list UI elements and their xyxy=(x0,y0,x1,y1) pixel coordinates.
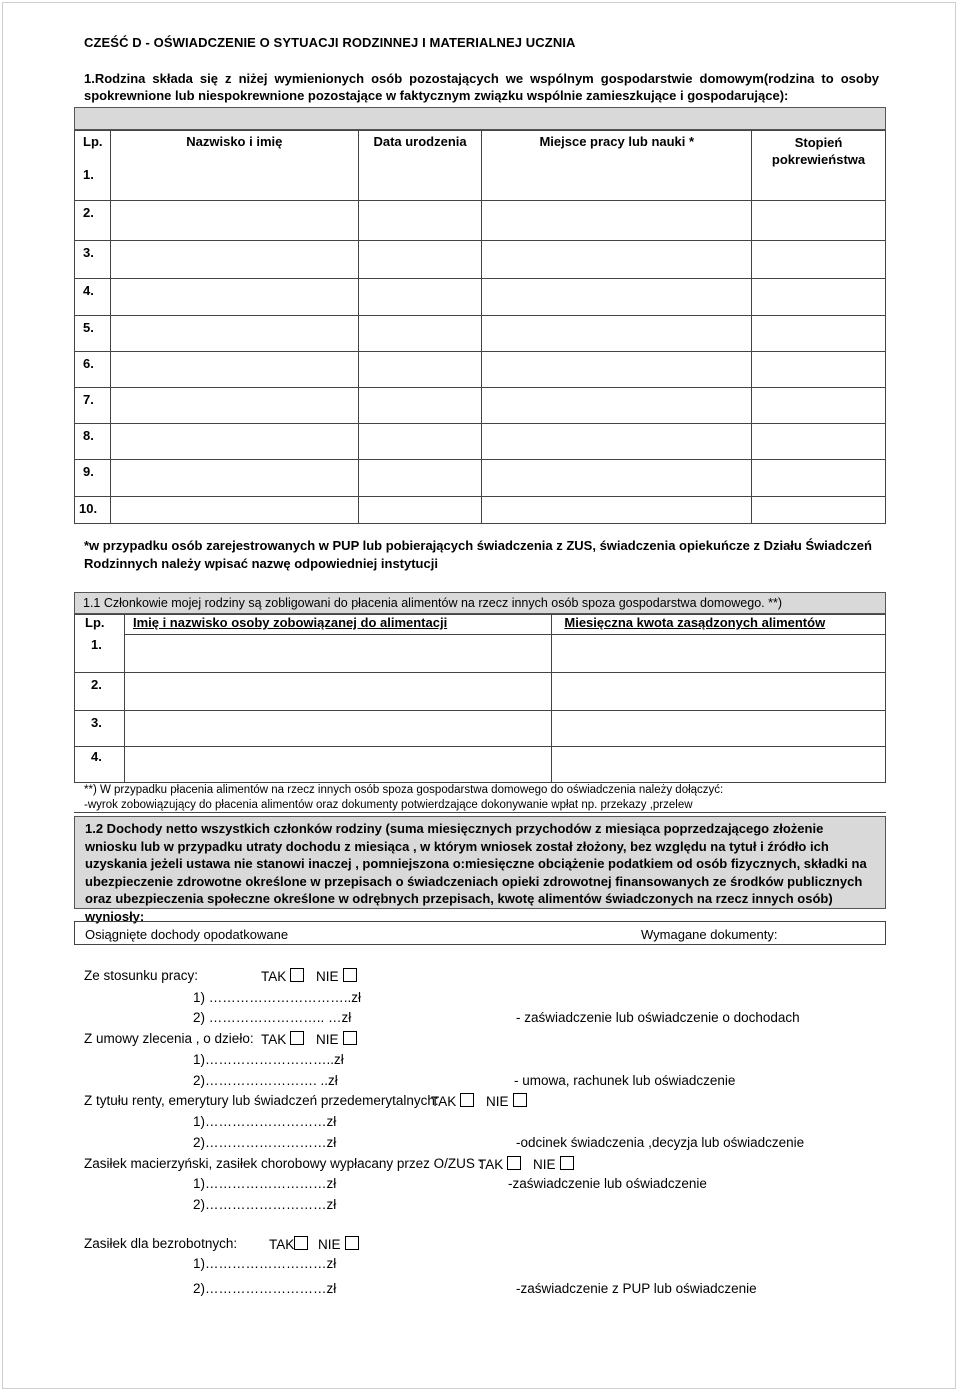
amount-cell[interactable] xyxy=(552,747,886,783)
divider xyxy=(74,812,886,813)
alimony-heading: 1.1 Członkowie mojej rodziny są zobligowani do płacenia alimentów na rzecz innych osób spoza gospodarstwa domowego. **) xyxy=(74,592,886,614)
row-number: 7. xyxy=(75,388,111,424)
contract-amount-1[interactable]: 1)………………………..zł xyxy=(193,1052,344,1067)
workplace-cell[interactable] xyxy=(482,388,752,424)
tak-checkbox[interactable] xyxy=(294,1236,308,1250)
relation-cell[interactable] xyxy=(752,201,886,241)
alimony-table xyxy=(74,614,886,783)
alimony-footnote-docs: -wyrok zobowiązujący do płacenia alimentów oraz dokumenty potwierdzające dokonywanie wpłat np. przekazy ,przelew xyxy=(84,799,693,811)
relation-cell[interactable] xyxy=(752,241,886,279)
name-cell[interactable] xyxy=(110,388,358,424)
table-row xyxy=(75,497,886,524)
name-cell[interactable] xyxy=(110,497,358,524)
workplace-cell[interactable] xyxy=(482,201,752,241)
maternity-amount-1[interactable]: 1)………………………zł xyxy=(193,1176,337,1191)
relation-cell[interactable] xyxy=(752,316,886,352)
relation-cell[interactable] xyxy=(752,424,886,460)
workplace-cell[interactable] xyxy=(482,279,752,316)
table-row xyxy=(75,673,886,711)
section-title: CZEŚĆ D - OŚWIADCZENIE O SYTUACJI RODZINNEJ I MATERIALNEJ UCZNIA xyxy=(84,35,576,50)
workplace-cell[interactable] xyxy=(482,497,752,524)
tak-label: TAK xyxy=(269,1237,295,1252)
amount-cell[interactable] xyxy=(552,711,886,747)
table-row xyxy=(75,241,886,279)
name-cell[interactable] xyxy=(110,316,358,352)
contract-amount-2[interactable]: 2)……………………. ..zł xyxy=(193,1073,338,1088)
row-number: 3. xyxy=(75,241,111,279)
table-row xyxy=(75,711,886,747)
tak-checkbox[interactable] xyxy=(460,1093,474,1107)
birthdate-cell[interactable] xyxy=(358,352,482,388)
row-number: 1. xyxy=(75,635,125,673)
relation-cell[interactable] xyxy=(752,460,886,497)
contract-tak xyxy=(261,1031,357,1047)
row-number: 8. xyxy=(75,424,111,460)
row-number: 6. xyxy=(75,352,111,388)
unemployment-amount-1[interactable]: 1)………………………zł xyxy=(193,1256,337,1271)
amount-cell[interactable] xyxy=(552,673,886,711)
pension-amount-2[interactable]: 2)………………………zł xyxy=(193,1135,337,1150)
workplace-cell[interactable] xyxy=(482,167,752,201)
table-row xyxy=(75,201,886,241)
amount-cell[interactable] xyxy=(552,635,886,673)
alimony-table-header xyxy=(75,615,886,635)
nie-label: NIE xyxy=(316,969,339,984)
taxed-income-label: Osiągnięte dochody opodatkowane xyxy=(85,927,289,942)
maternity-tak xyxy=(478,1156,574,1172)
tak-checkbox[interactable] xyxy=(290,1031,304,1045)
nie-checkbox[interactable] xyxy=(343,968,357,982)
contract-label: Z umowy zlecenia , o dzieło: xyxy=(84,1031,254,1046)
family-intro: 1.Rodzina składa się z niżej wymienionych osób pozostających we wspólnym gospodarstwie domowym(rodzina to osoby spokrewnione lub niespokrewnione pozostające w faktycznym związku wspólnie zamieszkujące i gospodarujące): xyxy=(84,71,879,103)
birthdate-cell[interactable] xyxy=(358,201,482,241)
nie-checkbox[interactable] xyxy=(343,1031,357,1045)
birthdate-cell[interactable] xyxy=(358,497,482,524)
table-row xyxy=(75,352,886,388)
unemployment-label: Zasiłek dla bezrobotnych: xyxy=(84,1236,238,1251)
name-cell[interactable] xyxy=(110,352,358,388)
alimony-footnote: **) W przypadku płacenia alimentów na rzecz innych osób spoza gospodarstwa domowego do oświadczenia należy dołączyć: xyxy=(84,784,724,796)
relation-cell[interactable] xyxy=(752,388,886,424)
birthdate-cell[interactable] xyxy=(358,424,482,460)
relation-cell[interactable] xyxy=(752,497,886,524)
col-birthdate: Data urodzenia xyxy=(358,131,482,167)
table-row xyxy=(75,460,886,497)
nie-checkbox[interactable] xyxy=(345,1236,359,1250)
nie-label: NIE xyxy=(533,1157,556,1172)
employment-label: Ze stosunku pracy: xyxy=(84,968,199,983)
income-heading: 1.2 Dochody netto wszystkich członków rodziny (suma miesięcznych przychodów z miesiąca poprzedzającego złożenie wniosku lub w przypadku utraty dochodu z miesiąca , w którym wniosek został złożony, bez względu na tytuł i źródło ich uzyskania jeżeli ustawa nie stanowi inaczej , pomniejszona o:miesięczne obciążenie podatkiem od osób fizycznych, składki na ubezpieczenie zdrowotne określone w przepisach o świadczeniach opieki zdrowotnej finansowanych ze środków publicznych oraz ubezpieczenia społeczne określone w odrębnych przepisach, kwotę alimentów świadczonych na rzecz innych osób) wyniosły: xyxy=(74,816,886,909)
birthdate-cell[interactable] xyxy=(358,167,482,201)
institution-note: *w przypadku osób zarejestrowanych w PUP lub pobierających świadczenia z ZUS, świadczenia opiekuńcze z Działu Świadczeń Rodzinnych należy wpisać nazwę odpowiedniej instytucji xyxy=(84,538,872,571)
nie-label: NIE xyxy=(316,1032,339,1047)
family-table-header xyxy=(75,131,886,167)
pension-tak xyxy=(431,1093,527,1109)
workplace-cell[interactable] xyxy=(482,460,752,497)
table-row xyxy=(75,316,886,352)
table-row xyxy=(75,747,886,783)
row-number: 5. xyxy=(75,316,111,352)
workplace-cell[interactable] xyxy=(482,241,752,279)
tak-label: TAK xyxy=(261,969,287,984)
relation-cell[interactable] xyxy=(752,279,886,316)
pension-doc: -odcinek świadczenia ,decyzja lub oświadczenie xyxy=(516,1135,805,1150)
tak-checkbox[interactable] xyxy=(290,968,304,982)
employment-tak xyxy=(261,968,357,984)
row-number: 9. xyxy=(75,460,111,497)
birthdate-cell[interactable] xyxy=(358,241,482,279)
employment-doc: - zaświadczenie lub oświadczenie o dochodach xyxy=(516,1010,800,1025)
birthdate-cell[interactable] xyxy=(358,388,482,424)
name-cell[interactable] xyxy=(110,201,358,241)
contract-doc: - umowa, rachunek lub oświadczenie xyxy=(514,1073,736,1088)
maternity-amount-2[interactable]: 2)………………………zł xyxy=(193,1197,337,1212)
row-number: 4. xyxy=(75,279,111,316)
pension-label: Z tytułu renty, emerytury lub świadczeń przedemerytalnych: xyxy=(84,1093,439,1108)
unemployment-doc: -zaświadczenie z PUP lub oświadczenie xyxy=(516,1281,757,1296)
income-columns xyxy=(74,921,886,945)
employment-amount-1[interactable]: 1) …………………………..zł xyxy=(193,990,362,1005)
workplace-cell[interactable] xyxy=(482,424,752,460)
unemployment-amount-2[interactable]: 2)………………………zł xyxy=(193,1281,337,1296)
obligor-cell[interactable] xyxy=(124,635,551,673)
row-number: 1. xyxy=(75,167,111,201)
row-number: 10. xyxy=(75,497,111,524)
maternity-label: Zasiłek macierzyński, zasiłek chorobowy wypłacany przez O/ZUS : xyxy=(84,1156,483,1171)
nie-checkbox[interactable] xyxy=(560,1156,574,1170)
name-cell[interactable] xyxy=(110,460,358,497)
name-cell[interactable] xyxy=(110,167,358,201)
required-docs-label: Wymagane dokumenty: xyxy=(641,927,778,942)
tak-label: TAK xyxy=(478,1157,504,1172)
gray-band xyxy=(74,107,886,130)
tak-checkbox[interactable] xyxy=(507,1156,521,1170)
relation-cell[interactable] xyxy=(752,352,886,388)
col-amount: Miesięczna kwota zasądzonych alimentów xyxy=(552,615,886,635)
birthdate-cell[interactable] xyxy=(358,316,482,352)
obligor-cell[interactable] xyxy=(124,711,551,747)
col-lp: Lp. xyxy=(75,615,125,635)
name-cell[interactable] xyxy=(110,241,358,279)
family-table xyxy=(74,130,886,524)
nie-label: NIE xyxy=(486,1094,509,1109)
obligor-cell[interactable] xyxy=(124,673,551,711)
birthdate-cell[interactable] xyxy=(358,279,482,316)
tak-label: TAK xyxy=(261,1032,287,1047)
col-workplace: Miejsce pracy lub nauki * xyxy=(482,131,752,167)
nie-label: NIE xyxy=(318,1237,341,1252)
row-number: 4. xyxy=(75,747,125,783)
nie-checkbox[interactable] xyxy=(513,1093,527,1107)
name-cell[interactable] xyxy=(110,424,358,460)
col-lp: Lp. xyxy=(75,131,111,167)
col-relation: Stopień pokrewieństwa xyxy=(752,131,886,201)
unemployment-tak xyxy=(269,1236,359,1252)
table-row xyxy=(75,279,886,316)
row-number: 3. xyxy=(75,711,125,747)
name-cell[interactable] xyxy=(110,279,358,316)
col-name: Nazwisko i imię xyxy=(110,131,358,167)
workplace-cell[interactable] xyxy=(482,316,752,352)
table-row xyxy=(75,635,886,673)
maternity-doc: -zaświadczenie lub oświadczenie xyxy=(508,1176,707,1191)
table-row xyxy=(75,388,886,424)
pension-amount-1[interactable]: 1)………………………zł xyxy=(193,1114,337,1129)
row-number: 2. xyxy=(75,673,125,711)
obligor-cell[interactable] xyxy=(124,747,551,783)
birthdate-cell[interactable] xyxy=(358,460,482,497)
workplace-cell[interactable] xyxy=(482,352,752,388)
col-obligor: Imię i nazwisko osoby zobowiązanej do alimentacji xyxy=(124,615,551,635)
employment-amount-2[interactable]: 2) …………………….. …zł xyxy=(193,1010,352,1025)
tak-label: TAK xyxy=(431,1094,457,1109)
table-row xyxy=(75,424,886,460)
row-number: 2. xyxy=(75,201,111,241)
